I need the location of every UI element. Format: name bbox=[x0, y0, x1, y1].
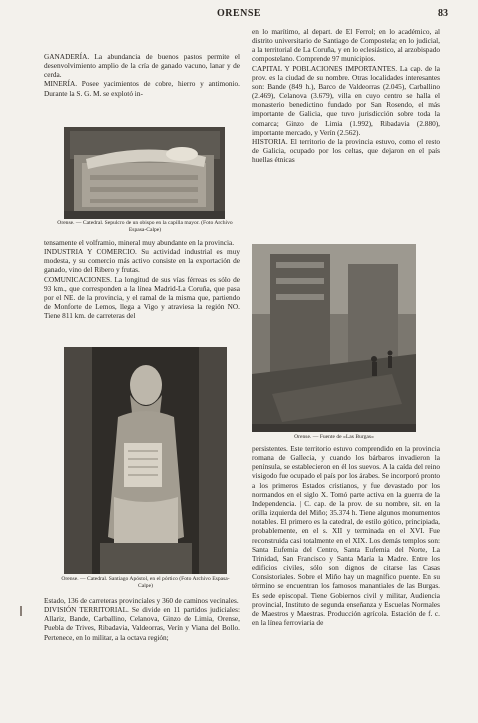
column2-bottom-text bbox=[252, 444, 440, 627]
paragraph-mineria-cont: tensamente el volframio, mineral muy abundante en la provincia. bbox=[44, 238, 235, 247]
page-title: ORENSE bbox=[216, 8, 262, 19]
paragraph-comunicaciones: COMUNICACIONES. La longitud de sus vías férreas es sólo de 93 km., que corresponden a la línea Madrid-La Coruña, que pasa por el NE. de la provincia, y el ramal de la misma que, partiendo de Monforte de Lemos, llega a Vigo y atraviesa la región NO. Tiene 811 km. de carreteras del bbox=[44, 274, 240, 321]
page-number: 83 bbox=[438, 8, 448, 19]
paragraph-ganaderia: GANADERÍA. La abundancia de buenos pastos permite el desenvolvimiento amplio de la cría de ganado vacuno, lanar y de cerda. bbox=[44, 52, 240, 80]
page-header bbox=[0, 8, 478, 24]
column1-middle-text bbox=[44, 238, 240, 320]
paragraph-division-cont: en lo marítimo, al depart. de El Ferrol; en lo académico, al distrito universitario de Santiago de Compostela; en lo judicial, a la territorial de La Coruña, y en lo eclesiástico, al arzobispado compostelano. Comprende 97 municipios. bbox=[252, 27, 440, 64]
paragraph-comunicaciones-cont: Estado, 136 de carreteras provinciales y 360 de caminos vecinales. bbox=[44, 596, 239, 605]
caption-santiago: Orense. — Catedral. Santiago Apóstol, en el pórtico (Foto Archivo Espasa-Calpe) bbox=[61, 576, 230, 589]
photo-santiago-statue bbox=[64, 347, 227, 574]
paragraph-division: DIVISIÓN TERRITORIAL. Se divide en 11 partidos judiciales: Allariz, Bande, Carballino, Celanova, Ginzo de Limia, Orense, Puebla de Trives, Ribadavia, Valdeorras, Verín y Viana del Bollo. Pertenece, en lo militar, a la octava región; bbox=[44, 605, 240, 642]
caption-las-burgas: Orense. — Fuente de «Las Burgas» bbox=[294, 434, 374, 440]
paragraph-industria: INDUSTRIA Y COMERCIO. Su actividad industrial es muy modesta, y su comercio más activo consiste en la exportación de ganado, vino del Ribero y frutas. bbox=[44, 247, 240, 275]
column2-top-text bbox=[252, 27, 440, 164]
paragraph-capital: CAPITAL Y POBLACIONES IMPORTANTES. La cap. de la prov. es la ciudad de su nombre. Otras localidades interesantes son: Bande (849 h.), Barco de Valdeorras (2.045), Carballino (2.469), Celanova (3.679), villa en cuyo centro se halla el monasterio benedictino fundado por San Rosendo, el más importante de Galicia, que tuvo jurisdicción sobre toda la comarca; Ginzo de Limia (1.992), Ribadavia (2.880), importante mercado, y Verín (2.562). bbox=[252, 63, 440, 137]
paragraph-historia-cont: persistentes. Este territorio estuvo comprendido en la provincia romana de Gallecia, y cuando los bárbaros invadieron la península, se establecieron en él los suevos. A la caída del reino visigodo fue ocupado el país por los árabes. Se incorporó pronto a los primeros Estados cristianos, y fue devastado por los normandos en el siglo X. Tomó parte activa en la guerra de la Independencia. | C. cap. de la prov. de su nombre, sit. en la orilla izquierda del Miño; 35.374 h. Tiene algunos monumentos notables. El primero es la catedral, de estilo gótico, principiada, probablemente, en el s. XII y terminada en el XVI. Fue reconstruida casi totalmente en el XIX. Los demás templos son: Santa Eufemia del Centro, Santa Eufemia del Norte, La Trinidad, San Francisco y Santa María la Madre. Entre los edificios civiles, sólo son dignos de citarse las Casas Consistoriales. Sobre el Miño hay un magnífico puente. En su término se encuentran los famosos manantiales de las Burgas. Es sede episcopal. Tiene Gobiernos civil y militar, Audiencia provincial, Instituto de segunda enseñanza y Escuelas Normales de Maestros y Maestras. Producción agrícola. Estación de f. c. en la línea ferroviaria de bbox=[252, 444, 440, 627]
margin-mark bbox=[20, 606, 22, 616]
paragraph-historia: HISTORIA. El territorio de la provincia estuvo, como el resto de Galicia, ocupado por los celtas, que dejaron en el país huellas étnicas bbox=[252, 136, 440, 165]
caption-sepulchre: Orense. — Catedral. Sepulcro de un obispo en la capilla mayor. (Foto Archivo Espasa-Calpe) bbox=[57, 220, 233, 233]
photo-las-burgas-fountain bbox=[252, 244, 416, 432]
column1-top-text bbox=[44, 52, 240, 98]
paragraph-mineria: MINERÍA. Posee yacimientos de cobre, hierro y antimonio. Durante la S. G. M. se explotó in- bbox=[44, 79, 240, 98]
column1-bottom-text bbox=[44, 596, 240, 642]
photo-sepulchre bbox=[64, 127, 225, 219]
